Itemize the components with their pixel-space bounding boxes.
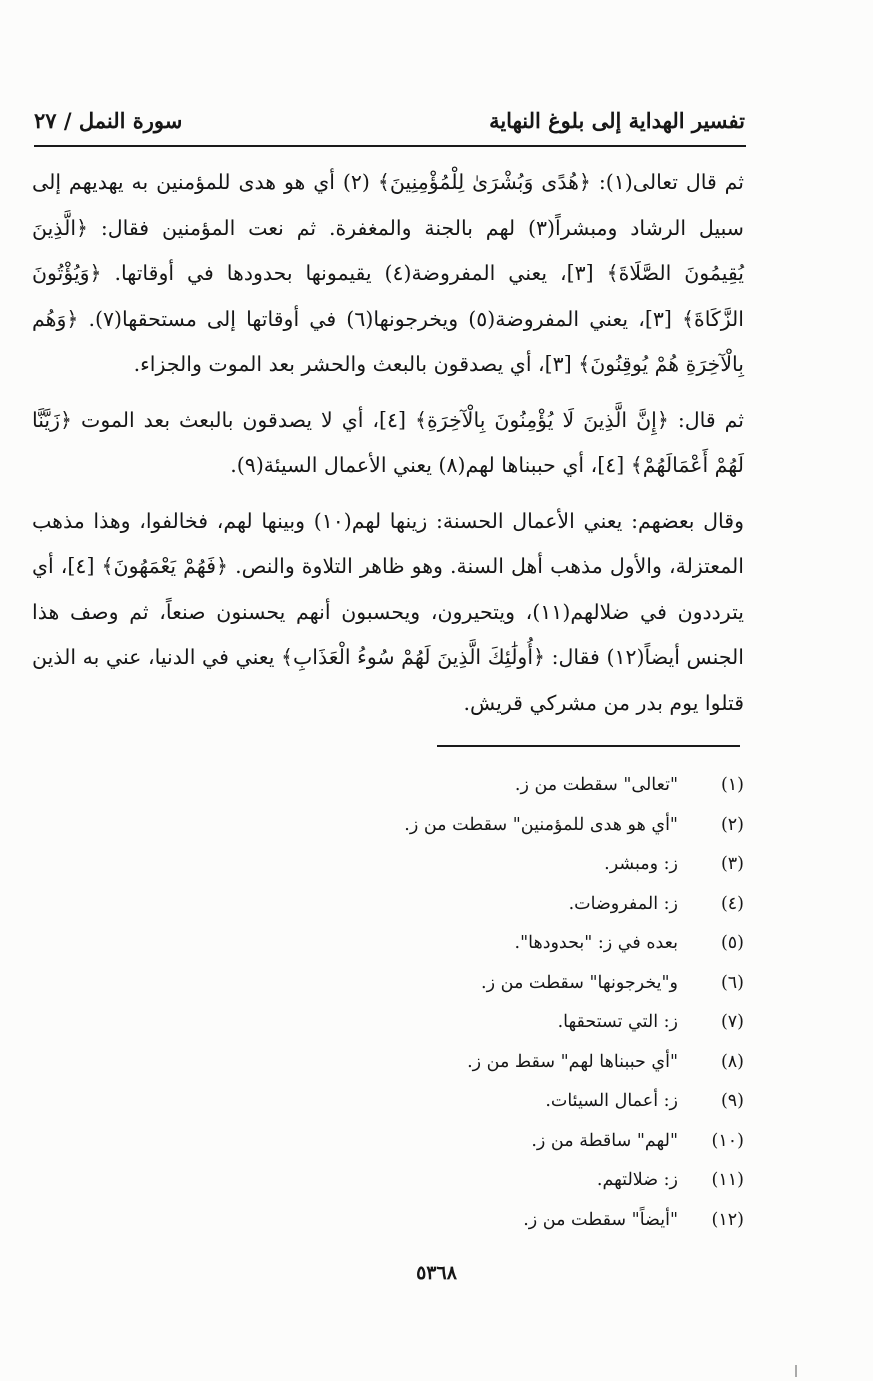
- footnote-number: (١): [720, 775, 744, 795]
- surah-page-label: سورة النمل / ٢٧: [34, 107, 183, 133]
- paragraph: وقال بعضهم: يعني الأعمال الحسنة: زينها لهم(١٠) وبينها لهم، فخالفوا، وهذا مذهب المعتزلة، والأول مذهب أهل السنة. وهو ظاهر التلاوة والنص. ﴿فَهُمْ يَعْمَهُونَ﴾ [٤]، أي يترددون في ضلالهم(١١)، ويتحيرون، ويحسبون أنهم يحسنون صنعاً، ثم وصف هذا الجنس أيضاً(١٢) فقال: ﴿أُولَٰئِكَ الَّذِينَ لَهُمْ سُوءُ الْعَذَابِ﴾ يعني في الدنيا، عني به الذين قتلوا يوم بدر من مشركي قريش.: [32, 508, 744, 715]
- scan-mark: [795, 1365, 797, 1377]
- footnote: [34, 1122, 744, 1162]
- book-title: تفسير الهداية إلى بلوغ النهاية: [489, 107, 745, 133]
- footnote-number: (٨): [720, 1051, 744, 1072]
- running-header: [34, 100, 745, 140]
- footnote: [34, 845, 744, 885]
- footnote-text: "أي هو هدى للمؤمنين" سقطت من ز.: [404, 814, 678, 835]
- footnote: [34, 1003, 744, 1043]
- footnote-number: (٣): [720, 854, 744, 874]
- paragraph: ثم قال: ﴿إِنَّ الَّذِينَ لَا يُؤْمِنُونَ بِالْآخِرَةِ﴾ [٤]، أي لا يصدقون بالبعث بعد الموت ﴿زَيَّنَّا لَهُمْ أَعْمَالَهُمْ﴾ [٤]، أي حببناها لهم(٨) يعني الأعمال السيئة(٩).: [32, 407, 744, 477]
- footnote: [34, 924, 744, 964]
- footnote-number: (٤): [720, 893, 744, 914]
- footnote-number: (١٠): [711, 1130, 744, 1151]
- footnote-number: (٧): [720, 1012, 744, 1032]
- footnote-number: (٢): [720, 814, 744, 835]
- paragraph: ثم قال تعالى(١): ﴿هُدًى وَبُشْرَىٰ لِلْمُؤْمِنِينَ﴾ (٢) أي هو هدى للمؤمنين به يهديهم إلى سبيل الرشاد ومبشراً(٣) لهم بالجنة والمغفرة. ثم نعت المؤمنين فقال: ﴿الَّذِينَ يُقِيمُونَ الصَّلَاةَ﴾ [٣]، يعني المفروضة(٤) يقيمونها بحدودها في أوقاتها. ﴿وَيُؤْتُونَ الزَّكَاةَ﴾ [٣]، يعني المفروضة(٥) ويخرجونها(٦) في أوقاتها إلى مستحقها(٧). ﴿وَهُم بِالْآخِرَةِ هُمْ يُوقِنُونَ﴾ [٣]، أي يصدقون بالبعث والحشر بعد الموت والجزاء.: [32, 170, 745, 376]
- footnote-number: (٩): [720, 1091, 744, 1111]
- footnote: [34, 1161, 744, 1201]
- footnote-text: بعده في ز: "بحدودها".: [514, 933, 678, 953]
- footnote-number: (٦): [720, 972, 744, 993]
- footnote: [34, 1043, 744, 1083]
- footnote: [34, 766, 744, 806]
- footnote-text: ز: المفروضات.: [568, 893, 678, 914]
- footnote-text: ز: التي تستحقها.: [557, 1012, 678, 1032]
- footnote-text: "لهم" ساقطة من ز.: [531, 1130, 678, 1151]
- footnote-number: (١٢): [711, 1209, 744, 1230]
- footnote-number: (١١): [711, 1170, 744, 1190]
- footnotes: [34, 766, 744, 1240]
- footnote-text: "أيضاً" سقطت من ز.: [523, 1209, 678, 1230]
- footnote-text: "أي حببناها لهم" سقط من ز.: [467, 1051, 678, 1072]
- page-number: ٥٣٦٨: [416, 1262, 457, 1284]
- footnote: [34, 964, 744, 1004]
- footnote-text: و"يخرجونها" سقطت من ز.: [481, 972, 678, 993]
- footnote-separator: [437, 745, 740, 747]
- footnote: [34, 885, 744, 925]
- footnote-text: ز: أعمال السيئات.: [545, 1091, 678, 1111]
- header-rule: [34, 145, 746, 147]
- footnote-text: "تعالى" سقطت من ز.: [514, 775, 678, 795]
- footnote-text: ز: ومبشر.: [604, 854, 678, 874]
- footnote: [34, 1201, 744, 1241]
- footnote-text: ز: ضلالتهم.: [596, 1170, 678, 1190]
- footnote: [34, 806, 744, 846]
- footnote: [34, 1082, 744, 1122]
- footnote-number: (٥): [720, 933, 744, 953]
- main-text: [32, 160, 744, 726]
